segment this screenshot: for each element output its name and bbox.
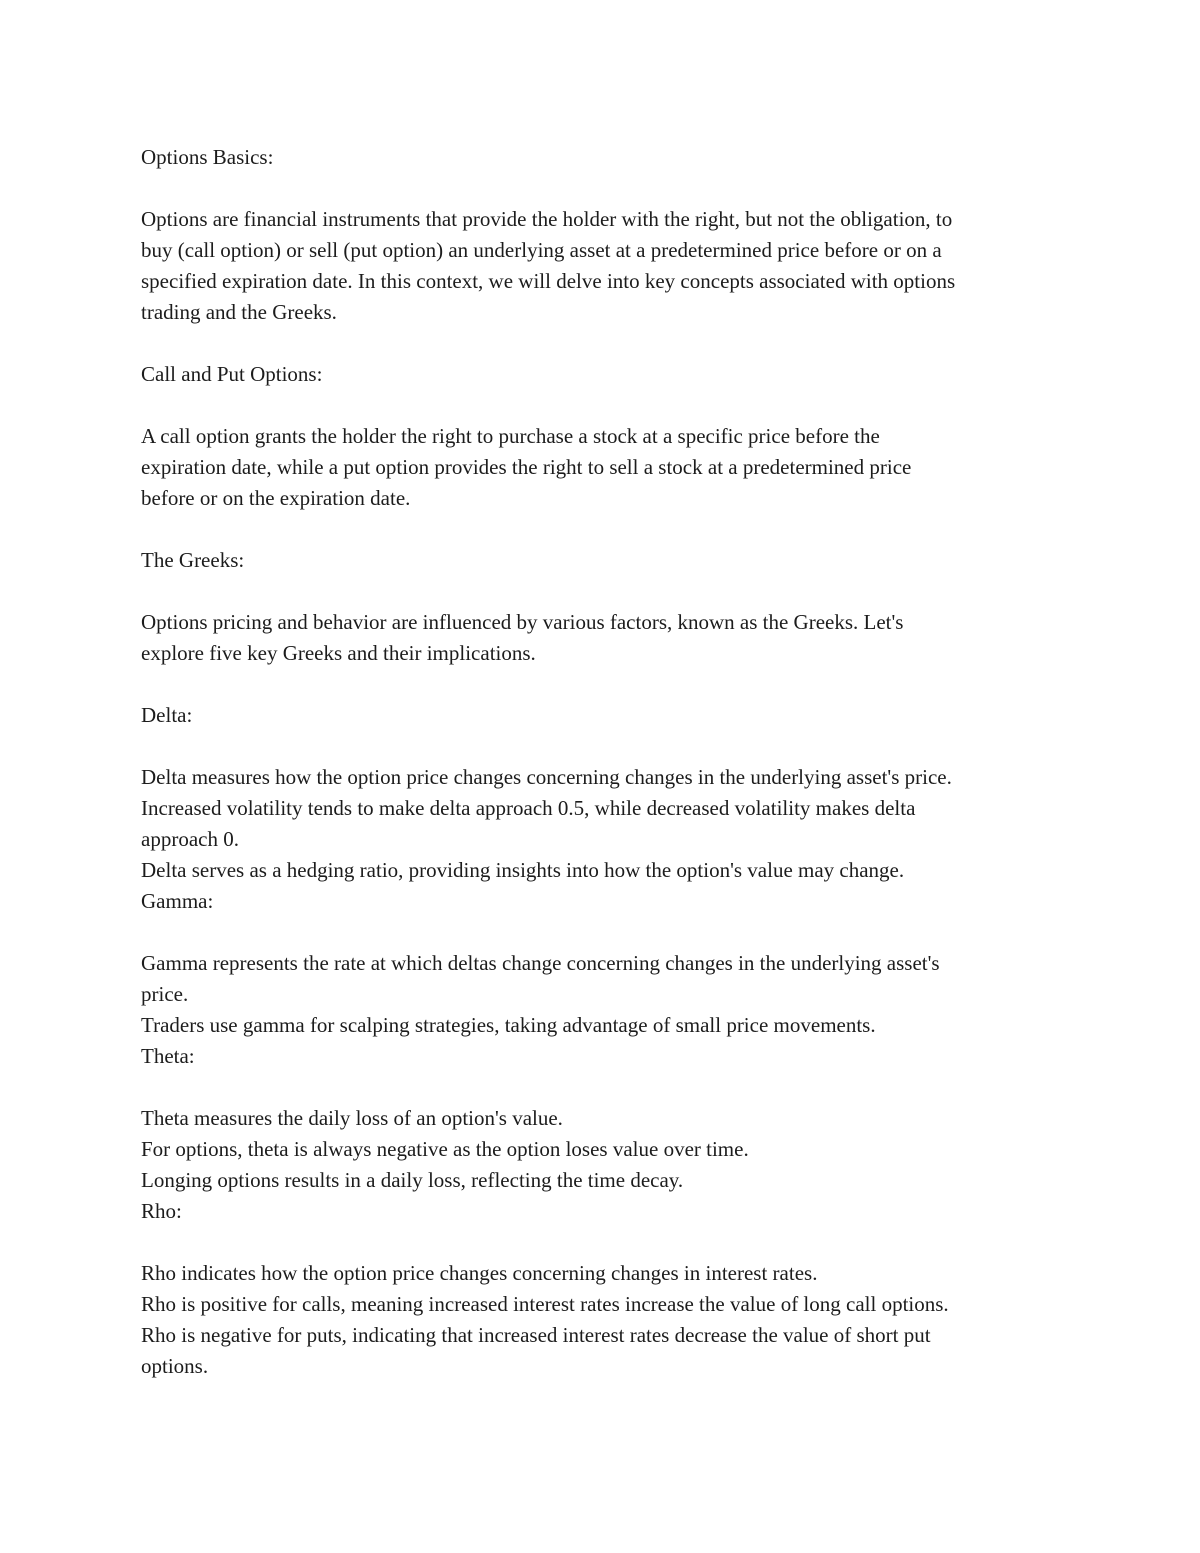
blank-line bbox=[141, 1072, 1061, 1103]
blank-line bbox=[141, 328, 1061, 359]
gamma-heading: Gamma: bbox=[141, 889, 214, 913]
paragraph-line: Delta measures how the option price changes concerning changes in the underlying asset's price. bbox=[141, 765, 952, 789]
paragraph-line: A call option grants the holder the right to purchase a stock at a specific price before the bbox=[141, 424, 880, 448]
greeks-heading: The Greeks: bbox=[141, 548, 245, 572]
call-put-paragraph bbox=[141, 421, 1061, 514]
paragraph-line: Rho is negative for puts, indicating that increased interest rates decrease the value of short put bbox=[141, 1323, 931, 1347]
blank-line bbox=[141, 731, 1061, 762]
paragraph-line: Rho indicates how the option price changes concerning changes in interest rates. bbox=[141, 1261, 818, 1285]
paragraph-line: price. bbox=[141, 982, 189, 1006]
paragraph-line: Options pricing and behavior are influenced by various factors, known as the Greeks. Let's bbox=[141, 610, 904, 634]
delta-paragraph bbox=[141, 762, 1061, 886]
options-basics-heading: Options Basics: bbox=[141, 145, 274, 169]
paragraph-line: Increased volatility tends to make delta approach 0.5, while decreased volatility makes delta bbox=[141, 796, 916, 820]
paragraph-line: Gamma represents the rate at which deltas change concerning changes in the underlying asset's bbox=[141, 951, 940, 975]
paragraph-line: Theta measures the daily loss of an option's value. bbox=[141, 1106, 563, 1130]
paragraph-line: specified expiration date. In this context, we will delve into key concepts associated with options bbox=[141, 269, 956, 293]
paragraph-line: before or on the expiration date. bbox=[141, 486, 411, 510]
blank-line bbox=[141, 576, 1061, 607]
delta-heading: Delta: bbox=[141, 703, 193, 727]
paragraph-line: Options are financial instruments that provide the holder with the right, but not the obligation, to bbox=[141, 207, 953, 231]
paragraph-line: trading and the Greeks. bbox=[141, 300, 337, 324]
document-page bbox=[141, 142, 1061, 1382]
greeks-paragraph bbox=[141, 607, 1061, 669]
blank-line bbox=[141, 390, 1061, 421]
paragraph-line: Longing options results in a daily loss, reflecting the time decay. bbox=[141, 1168, 684, 1192]
call-put-heading: Call and Put Options: bbox=[141, 362, 323, 386]
paragraph-line: For options, theta is always negative as the option loses value over time. bbox=[141, 1137, 749, 1161]
paragraph-line: expiration date, while a put option provides the right to sell a stock at a predetermined price bbox=[141, 455, 912, 479]
blank-line bbox=[141, 173, 1061, 204]
paragraph-line: approach 0. bbox=[141, 827, 239, 851]
options-basics-paragraph bbox=[141, 204, 1061, 328]
paragraph-line: buy (call option) or sell (put option) an underlying asset at a predetermined price before or on a bbox=[141, 238, 942, 262]
blank-line bbox=[141, 1227, 1061, 1258]
blank-line bbox=[141, 514, 1061, 545]
theta-paragraph bbox=[141, 1103, 1061, 1196]
paragraph-line: Rho is positive for calls, meaning increased interest rates increase the value of long call options. bbox=[141, 1292, 949, 1316]
blank-line bbox=[141, 917, 1061, 948]
paragraph-line: explore five key Greeks and their implications. bbox=[141, 641, 536, 665]
blank-line bbox=[141, 669, 1061, 700]
paragraph-line: Traders use gamma for scalping strategies, taking advantage of small price movements. bbox=[141, 1013, 876, 1037]
paragraph-line: options. bbox=[141, 1354, 209, 1378]
rho-heading: Rho: bbox=[141, 1199, 182, 1223]
gamma-paragraph bbox=[141, 948, 1061, 1041]
theta-heading: Theta: bbox=[141, 1044, 195, 1068]
paragraph-line: Delta serves as a hedging ratio, providing insights into how the option's value may change. bbox=[141, 858, 905, 882]
rho-paragraph bbox=[141, 1258, 1061, 1382]
